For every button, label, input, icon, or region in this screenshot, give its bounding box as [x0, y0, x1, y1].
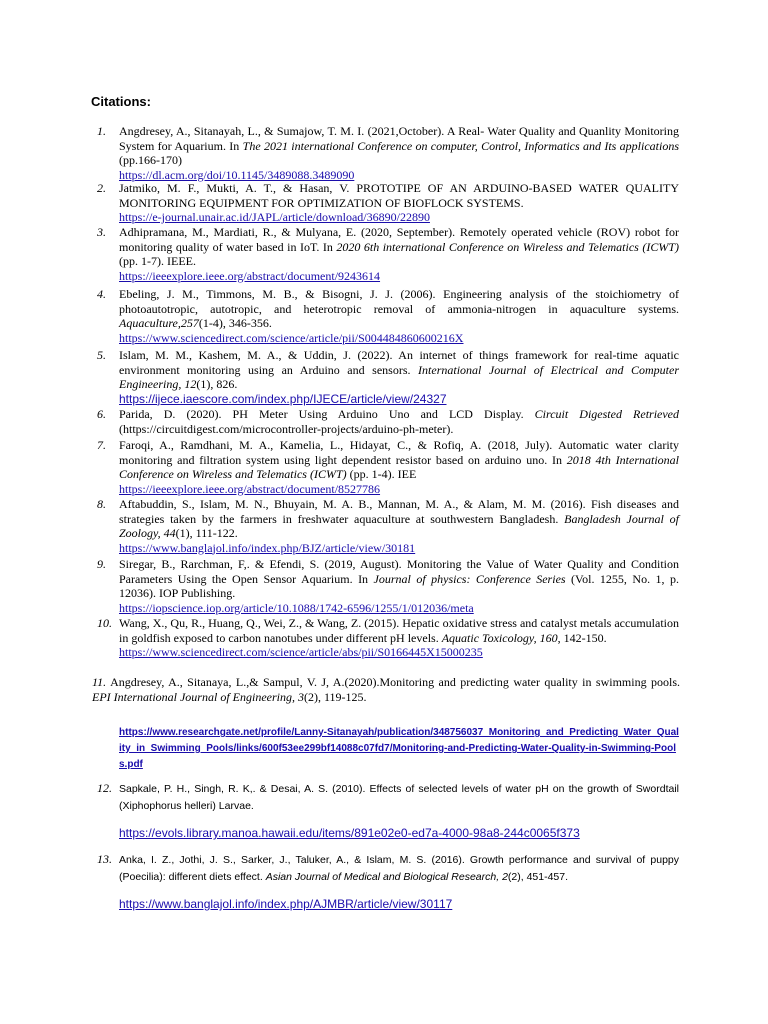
citation-number: 1. — [97, 124, 106, 138]
citation-item: 4. Ebeling, J. M., Timmons, M. B., & Bisogni, J. J. (2006). Engineering analysis of the stoichiometry of photoautotropic, autotropic, and heterotropic removal of ammonia-nitrogen in aquaculture systems. Aquaculture,257(1-4), 346-356. https://www.sciencedirect.com/science/article/pii/S004484860600216X — [97, 287, 679, 345]
citation-item: 9. Siregar, B., Rarchman, F,. & Efendi, S. (2019, August). Monitoring the Value of Water Quality and Condition Parameters Using the Open Sensor Aquarium. In Journal of physics: Conference Series (Vol. 1255, No. 1, p. 12036). IOP Publishing. https://iopscience.iop.org/article/10.1088/1742-6596/1255/1/012036/meta — [97, 557, 679, 615]
citations-heading: Citations: — [91, 94, 151, 109]
citation-link[interactable]: https://evols.library.manoa.hawaii.edu/items/891e02e0-ed7a-4000-98a8-244c0065f373 — [119, 826, 580, 840]
citation-link[interactable]: https://ieeexplore.ieee.org/abstract/document/9243614 — [119, 268, 381, 283]
citation-item: 7. Faroqi, A., Ramdhani, M. A., Kamelia, L., Hidayat, C., & Rofiq, A. (2018, July). Automatic water clarity monitoring and filtration system using light dependent resistor based on arduino uno. In 2018 4th International Conference on Wireless and Telematics (ICWT) (pp. 1-4). IEE https://ieeexplore.ieee.org/abstract/document/8527786 — [97, 438, 679, 496]
citation-link[interactable]: https://iopscience.iop.org/article/10.1088/1742-6596/1255/1/012036/meta — [119, 600, 474, 615]
citation-number: 7. — [97, 438, 106, 452]
citation-link[interactable]: https://ijece.iaescore.com/index.php/IJECE/article/view/24327 — [119, 391, 447, 406]
citation-link[interactable]: https://www.sciencedirect.com/science/article/abs/pii/S0166445X15000235 — [119, 645, 483, 659]
citation-number: 4. — [97, 287, 106, 301]
citation-link[interactable]: https://www.sciencedirect.com/science/article/pii/S004484860600216X — [119, 330, 464, 345]
citation-item: 1. Angdresey, A., Sitanayah, L., & Sumajow, T. M. I. (2021,October). A Real- Water Quality and Quanlity Monitoring System for Aquarium. In The 2021 international Conference on computer, Control, Informatics and Its applications (pp.166-170) https://dl.acm.org/doi/10.1145/3489088.3489090 — [97, 124, 679, 182]
citation-item: 3. Adhipramana, M., Mardiati, R., & Mulyana, E. (2020, September). Remotely operated vehicle (ROV) robot for monitoring quality of water based in IoT. In 2020 6th international Conference on Wireless and Telematics (ICWT)(pp. 1-7). IEEE. https://ieeexplore.ieee.org/abstract/document/9243614 — [97, 225, 679, 283]
citation-number: 5. — [97, 348, 106, 362]
citation-number: 8. — [97, 497, 106, 511]
citation-number: 3. — [97, 225, 106, 239]
citation-item-link-block — [119, 826, 679, 841]
citation-number: 2. — [97, 181, 106, 195]
citation-number: 13. — [97, 852, 112, 866]
citation-number: 12. — [97, 781, 112, 795]
citation-link[interactable]: https://www.banglajol.info/index.php/BJZ/article/view/30181 — [119, 540, 416, 555]
citation-item-link-block — [119, 897, 679, 912]
citation-item: 6. Parida, D. (2020). PH Meter Using Arduino Uno and LCD Display. Circuit Digested Retrieved (https://circuitdigest.com/microcontroller-projects/arduino-ph-meter). — [97, 407, 680, 436]
citation-link[interactable]: https://e-journal.unair.ac.id/JAPL/article/download/36890/22890 — [119, 210, 430, 224]
citation-item: 12. Sapkale, P. H., Singh, R. K,. & Desai, A. S. (2010). Effects of selected levels of water pH on the growth of Swordtail (Xiphophorus helleri) Larvae. — [97, 781, 679, 812]
citation-number: 10. — [97, 616, 112, 630]
citation-link[interactable]: https://www.banglajol.info/index.php/AJMBR/article/view/30117 — [119, 897, 453, 911]
citation-item: 8. Aftabuddin, S., Islam, M. N., Bhuyain, M. A. B., Mannan, M. A., & Alam, M. M. (2016). Fish diseases and strategies taken by the farmers in freshwater aquaculture at southwestern Bangladesh. Bangladesh Journal of Zoology, 44(1), 111-122. https://www.banglajol.info/index.php/BJZ/article/view/30181 — [97, 497, 679, 555]
citation-number: 6. — [97, 407, 106, 421]
citation-item: 13. Anka, I. Z., Jothi, J. S., Sarker, J., Taluker, A., & Islam, M. S. (2016). Growth performance and survival of puppy (Poecilia): different diets effect. Asian Journal of Medical and Biological Research, 2(2), 451-457. — [97, 852, 679, 883]
citation-number: 11. — [92, 675, 107, 689]
citation-link[interactable]: https://ieeexplore.ieee.org/abstract/document/8527786 — [119, 481, 381, 496]
citation-item-link-block — [119, 725, 679, 773]
citation-link[interactable]: https://dl.acm.org/doi/10.1145/3489088.3489090 — [119, 167, 355, 182]
citation-item: 10. Wang, X., Qu, R., Huang, Q., Wei, Z., & Wang, Z. (2015). Hepatic oxidative stress and catalyst metals accumulation in goldfish exposed to carbon nanotubes under different pH levels. Aquatic Toxicology, 160, 142-150. https://www.sciencedirect.com/science/article/abs/pii/S0166445X15000235 — [97, 616, 679, 659]
citation-number: 9. — [97, 557, 106, 571]
citation-link[interactable]: https://www.researchgate.net/profile/Lanny-Sitanayah/publication/348756037_Monitoring_and_Predicting_Water_Quality_in_Swimming_Pools/links/600f53ee299bf14088c07fd7/Monitoring-and-Predicting-Water-Quality-in-Swimming-Pools.pdf — [119, 727, 679, 770]
citation-item: 5. Islam, M. M., Kashem, M. A., & Uddin, J. (2022). An internet of things framework for real-time aquatic environment monitoring using an Arduino and sensors. International Journal of Electrical and Computer Engineering, 12(1), 826. https://ijece.iaescore.com/index.php/IJECE/article/view/24327 — [97, 348, 679, 406]
citation-item: 11. Angdresey, A., Sitanaya, L.,& Sampul, V. J, A.(2020).Monitoring and predicting water quality in swimming pools. EPI International Journal of Engineering, 3(2), 119-125. — [92, 675, 680, 704]
citation-item: 2. Jatmiko, M. F., Mukti, A. T., & Hasan, V. PROTOTIPE OF AN ARDUINO-BASED WATER QUALITY MONITORING EQUIPMENT FOR OPTIMIZATION OF BIOFLOCK SYSTEMS. https://e-journal.unair.ac.id/JAPL/article/download/36890/22890 — [97, 181, 679, 224]
